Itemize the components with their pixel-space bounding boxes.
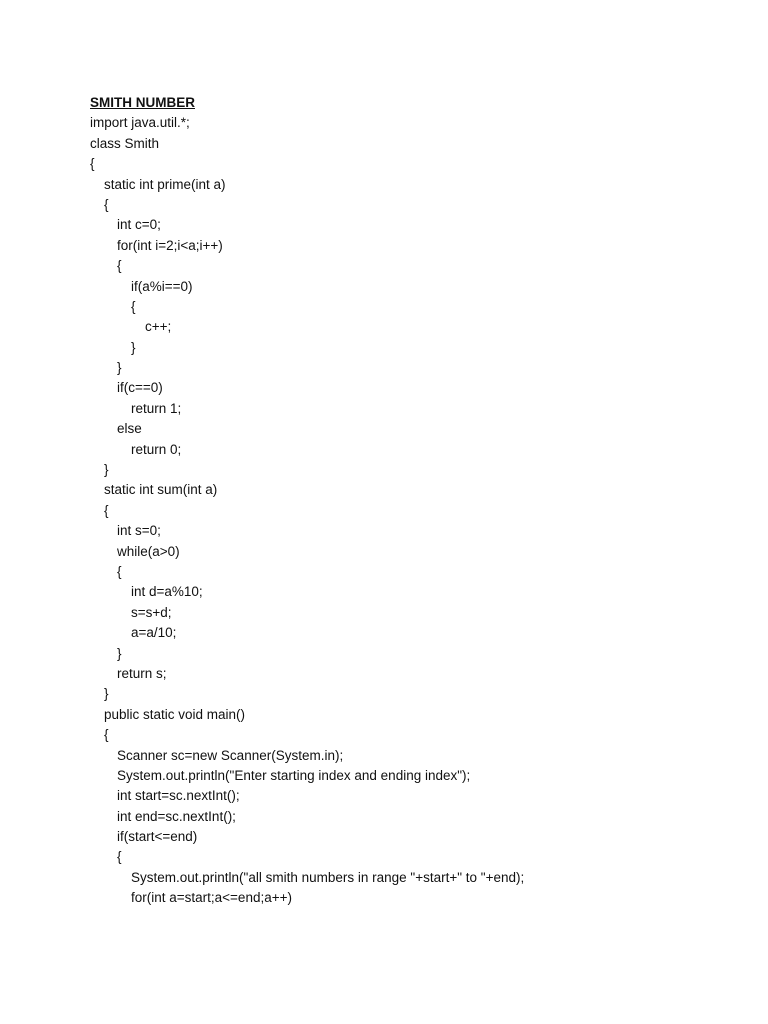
code-line: if(start<=end) — [117, 829, 198, 845]
code-line: } — [117, 645, 122, 661]
code-line: { — [117, 849, 122, 865]
code-line: int start=sc.nextInt(); — [117, 788, 240, 804]
code-line: for(int a=start;a<=end;a++) — [131, 890, 292, 906]
code-line: { — [104, 727, 109, 743]
code-line: else — [117, 421, 142, 437]
code-line: { — [117, 563, 122, 579]
code-line: { — [117, 258, 122, 274]
code-line: c++; — [145, 319, 172, 335]
code-line: { — [104, 196, 109, 212]
code-line: if(a%i==0) — [131, 278, 193, 294]
code-line: return 1; — [131, 400, 182, 416]
code-line: static int sum(int a) — [104, 482, 218, 498]
code-line: int c=0; — [117, 217, 161, 233]
code-line: class Smith — [90, 135, 160, 151]
code-block — [90, 113, 750, 908]
code-line: System.out.println("Enter starting index and ending index"); — [117, 767, 471, 783]
code-line: if(c==0) — [117, 380, 163, 396]
code-line: System.out.println("all smith numbers in range "+start+" to "+end); — [131, 869, 525, 885]
code-line: return s; — [117, 665, 167, 681]
code-line: a=a/10; — [131, 625, 177, 641]
code-line: Scanner sc=new Scanner(System.in); — [117, 747, 344, 763]
code-line: import java.util.*; — [90, 115, 190, 131]
code-line: s=s+d; — [131, 604, 172, 620]
document-title: SMITH NUMBER — [90, 95, 195, 110]
code-line: } — [117, 360, 122, 376]
code-line: return 0; — [131, 441, 182, 457]
document-body — [90, 93, 750, 909]
code-line: { — [90, 156, 95, 172]
code-line: } — [104, 686, 109, 702]
code-line: } — [104, 462, 109, 478]
code-line: while(a>0) — [117, 543, 180, 559]
code-line: } — [131, 339, 136, 355]
code-line: int end=sc.nextInt(); — [117, 808, 236, 824]
code-line: { — [131, 298, 136, 314]
code-line: static int prime(int a) — [104, 176, 226, 192]
code-line: public static void main() — [104, 706, 246, 722]
code-line: for(int i=2;i<a;i++) — [117, 237, 223, 253]
code-line: { — [104, 502, 109, 518]
code-line: int s=0; — [117, 523, 161, 539]
code-line: int d=a%10; — [131, 584, 203, 600]
